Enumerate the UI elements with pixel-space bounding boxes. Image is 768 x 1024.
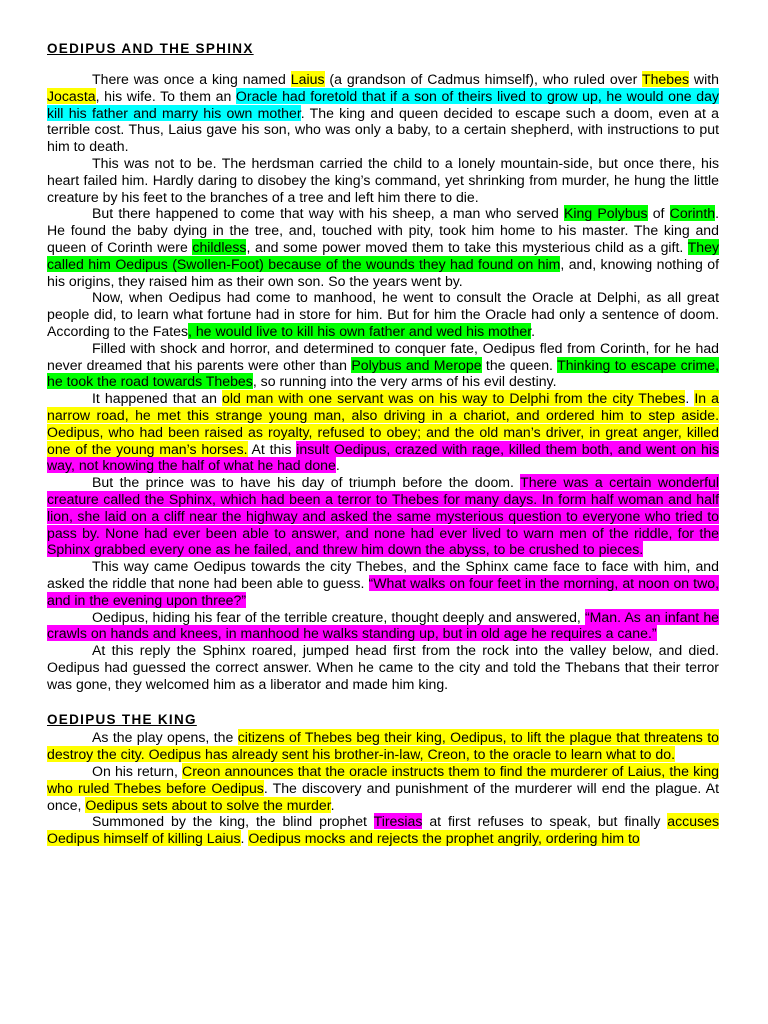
text-run: As the play opens, the — [92, 729, 238, 746]
highlighted-text: , he would live to kill his own father and wed his mother — [188, 322, 532, 339]
highlighted-text: Corinth — [669, 205, 716, 222]
text-run: . The king and queen decided to escape such a doom, even at a terrible cost. Thus, Laius gave his son, who was only a baby, to a certain shepherd, with instructions to put him to death. — [47, 104, 719, 155]
text-run: At this — [247, 440, 297, 457]
paragraph — [47, 642, 719, 692]
text-run: of — [647, 205, 670, 222]
text-run: But the prince was to have his day of triumph before the doom. — [92, 474, 521, 491]
highlighted-text: “What walks on four feet in the morning, at noon on two, and in the evening upon three?” — [47, 574, 720, 608]
paragraph — [47, 340, 719, 390]
text-run: Oedipus, hiding his fear of the terrible creature, thought deeply and answered, — [92, 608, 585, 625]
text-run: , so running into the very arms of his evil destiny. — [252, 373, 557, 390]
paragraph — [47, 289, 719, 339]
section-heading: OEDIPUS THE KING — [47, 712, 197, 728]
paragraph — [47, 205, 719, 289]
text-run: . — [240, 830, 249, 847]
text-run: At this reply the Sphinx roared, jumped head first from the rock into the valley below, and died. Oedipus had guessed the correct answer. When he came to the city and told the Thebans that their terror was gone, they welcomed him as a liberator and made him king. — [47, 642, 719, 692]
text-run: Now, when Oedipus had come to manhood, he went to consult the Oracle at Delphi, as all great people did, to learn what fortune had in store for him. But for him the Oracle had only a sentence of doom. According to the Fates — [47, 289, 719, 339]
text-run: , and some power moved them to take this mysterious child as a gift. — [246, 238, 688, 255]
text-run: Filled with shock and horror, and determined to conquer fate, Oedipus fled from Corinth, for he had never dreamed that his parents were other than — [47, 339, 719, 373]
section-sphinx — [47, 40, 719, 692]
highlighted-text: Oedipus mocks and rejects the prophet angrily, ordering him to — [248, 830, 640, 847]
text-run: . He found the baby dying in the tree, and, touched with pity, took him home to his master. The king and queen of Corinth were — [47, 205, 720, 255]
text-run: There was once a king named — [92, 71, 291, 87]
section-king — [47, 711, 719, 847]
highlighted-text: Polybus and Merope — [351, 356, 482, 373]
section-heading: OEDIPUS AND THE SPHINX — [47, 41, 254, 56]
highlighted-text: Oracle had foretold that if a son of theirs lived to grow up, he would one day kill his father and marry his own mother — [47, 87, 720, 121]
highlighted-text: Creon announces that the oracle instructs them to find the murderer of Laius, the king who ruled Thebes before Oedipus — [47, 763, 719, 796]
text-run: at first refuses to speak, but finally — [422, 813, 668, 830]
text-run: . — [531, 322, 536, 339]
paragraph — [47, 558, 719, 608]
paragraph — [47, 763, 719, 813]
text-run: . — [335, 457, 340, 474]
highlighted-text: There was a certain wonderful creature called the Sphinx, which had been a terror to Thebes for many days. In form half woman and half lion, she laid on a cliff near the highway and asked the same mysterious question to everyone who tried to pass by. None had ever been able to answer, and none had ever lived to warn men of the riddle, for the Sphinx grabbed every one as he failed, and threw him down the abyss, to be crushed to pieces. — [47, 474, 720, 558]
highlighted-text: They called him Oedipus (Swollen-Foot) because of the wounds they had found on him — [47, 238, 719, 272]
highlighted-text: citizens of Thebes beg their king, Oedipus, to lift the plague that threatens to destroy the city. Oedipus has already sent his brother-in-law, Creon, to the oracle to learn what to do. — [47, 729, 719, 763]
highlighted-text: Thinking to escape crime, he took the road towards Thebes — [47, 356, 720, 390]
text-run: . — [685, 390, 695, 407]
text-run: . — [330, 796, 335, 813]
text-run: On his return, — [92, 763, 183, 780]
text-run: But there happened to come that way with his sheep, a man who served — [92, 205, 565, 222]
paragraph — [47, 71, 719, 155]
highlighted-text: In a narrow road, he met this strange young man, also driving in a chariot, and ordered him to step aside. Oedipus, who had been raised as royalty, refused to obey; and the old man’s driver, in great anger, killed one of the young man’s horses. — [47, 390, 719, 457]
highlighted-text: “Man. As an infant he crawls on hands and knees, in manhood he walks standing up, but in old age he requires a cane.” — [47, 608, 719, 642]
text-run: , and, knowing nothing of his origins, they raised him as their own son. So the years went by. — [47, 255, 720, 289]
text-run: . The discovery and punishment of the murderer will end the plague. At once, — [47, 779, 719, 813]
text-run: (a grandson of Cadmus himself), who ruled over — [324, 71, 642, 87]
paragraph — [47, 813, 719, 847]
highlighted-text: accuses Oedipus himself of killing Laius — [47, 813, 719, 847]
paragraph — [47, 729, 719, 763]
highlighted-text: old man with one servant was on his way to Delphi from the city Thebes — [222, 390, 686, 407]
text-run: the queen. — [481, 356, 558, 373]
highlighted-text: Jocasta — [47, 87, 96, 104]
text-run: This was not to be. The herdsman carried the child to a lonely mountain-side, but once there, his heart failed him. Hardly daring to disobey the king’s command, yet shrinking from murder, he hung the little creature by his feet to the branches of a tree and left him there to die. — [47, 154, 719, 205]
highlighted-text: Tiresias — [373, 813, 423, 830]
text-run: , his wife. To them an — [95, 87, 236, 104]
text-run: Summoned by the king, the blind prophet — [92, 813, 374, 830]
text-run: with — [689, 71, 719, 87]
highlighted-text: Laius — [290, 71, 325, 87]
highlighted-text: Thebes — [641, 71, 689, 87]
highlighted-text: Oedipus sets about to solve the murder — [85, 796, 331, 813]
section-body — [47, 729, 719, 847]
text-run: This way came Oedipus towards the city Thebes, and the Sphinx came face to face with him, and asked the riddle that none had been able to guess. — [47, 558, 719, 591]
paragraph — [47, 609, 719, 643]
paragraph — [47, 390, 719, 474]
document-page — [47, 40, 719, 847]
paragraph — [47, 474, 719, 558]
highlighted-text: childless — [192, 238, 247, 255]
highlighted-text: King Polybus — [564, 205, 648, 222]
highlighted-text: insult Oedipus, crazed with rage, killed them both, and went on his way, not knowing the half of what he had done — [47, 440, 719, 474]
paragraph — [47, 155, 719, 205]
section-body — [47, 71, 719, 692]
text-run: It happened that an — [92, 390, 223, 407]
